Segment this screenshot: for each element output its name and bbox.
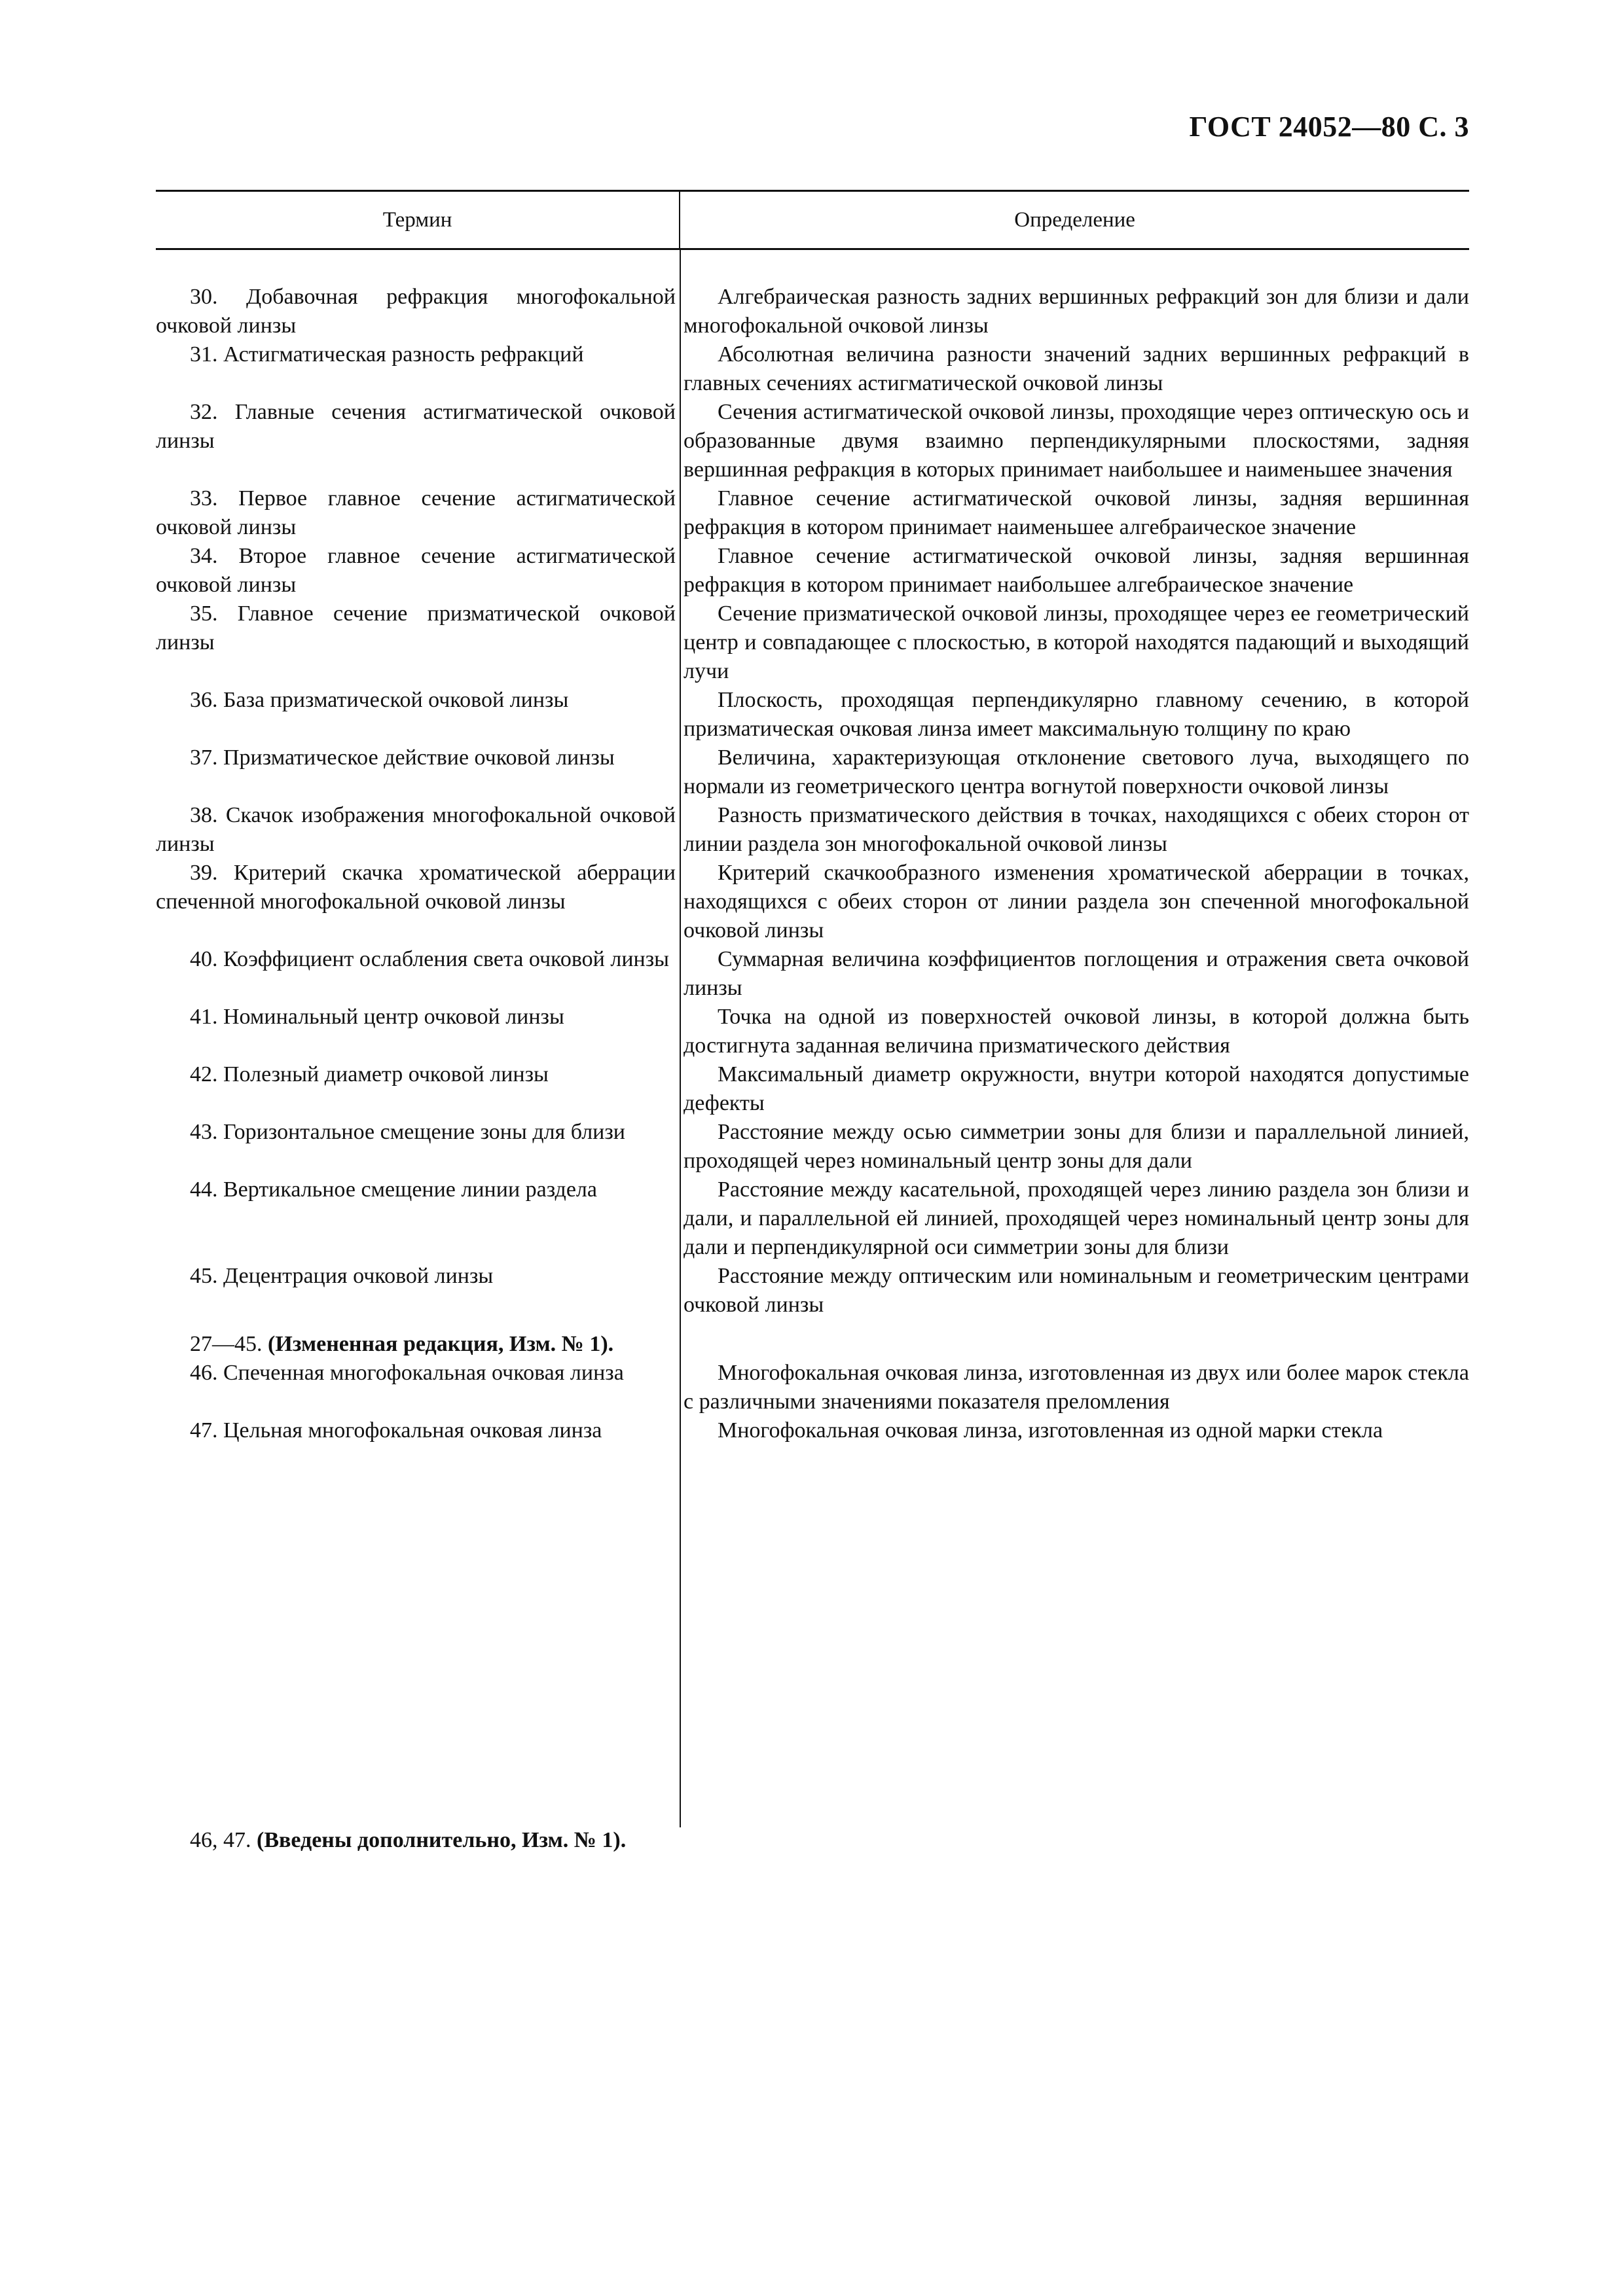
table-row (156, 600, 1469, 686)
definition-cell: Разность призматического действия в точках, находящихся с обеих сторон от линии раздела зон многофокальной очковой линзы (684, 803, 1469, 856)
definition-cell: Главное сечение астигматической очковой линзы, задняя вершинная рефракция в котором принимает наибольшее алгебраическое значение (684, 544, 1469, 597)
term-cell: 30. Добавочная рефракция многофокальной очковой линзы (156, 285, 676, 338)
term-cell: 38. Скачок изображения многофокальной очковой линзы (156, 803, 676, 856)
definition-cell: Абсолютная величина разности значений задних вершинных рефракций в главных сечениях астигматической очковой линзы (684, 342, 1469, 395)
term-cell: 44. Вертикальное смещение линии раздела (190, 1177, 597, 1202)
table-row (156, 283, 1469, 340)
table-row (156, 1003, 1469, 1060)
column-header-term: Термин (156, 192, 680, 248)
table-row (156, 542, 1469, 600)
definition-cell: Плоскость, проходящая перпендикулярно главному сечению, в которой призматическая очковая линза имеет максимальную толщину по краю (684, 688, 1469, 741)
table-row (156, 398, 1469, 484)
term-cell: 37. Призматическое действие очковой линзы (190, 745, 615, 770)
column-divider (680, 250, 681, 1827)
definition-cell: Расстояние между касательной, проходящей через линию раздела зон близи и дали, и параллельной ей линией, проходящей через номинальный центр зоны для дали и перпендикулярной оси симметрии зоны для близи (684, 1177, 1469, 1259)
term-cell: 47. Цельная многофокальная очковая линза (190, 1418, 602, 1443)
table-row (156, 744, 1469, 801)
term-cell: 32. Главные сечения астигматической очковой линзы (156, 400, 676, 453)
page-header-standard: ГОСТ 24052—80 С. 3 (1189, 111, 1469, 143)
table-row (156, 1118, 1469, 1175)
term-cell: 39. Критерий скачка хроматической аберрации спеченной многофокальной очковой линзы (156, 861, 676, 914)
table-row (156, 801, 1469, 859)
column-header-definition: Определение (1014, 207, 1135, 232)
term-cell: 41. Номинальный центр очковой линзы (190, 1005, 564, 1029)
definition-cell: Главное сечение астигматической очковой линзы, задняя вершинная рефракция в котором принимает наименьшее алгебраическое значение (684, 486, 1469, 539)
definition-cell: Расстояние между оптическим или номинальным и геометрическим центрами очковой линзы (684, 1264, 1469, 1317)
term-cell: 31. Астигматическая разность рефракций (190, 342, 584, 367)
term-cell: 46. Спеченная многофокальная очковая линза (190, 1361, 624, 1385)
table-body (156, 250, 1469, 1445)
footer-note-prefix: 46, 47. (190, 1828, 251, 1852)
definition-cell: Максимальный диаметр окружности, внутри которой находятся допустимые дефекты (684, 1062, 1469, 1115)
definition-cell: Многофокальная очковая линза, изготовленная из одной марки стекла (718, 1418, 1383, 1443)
definition-cell: Суммарная величина коэффициентов поглощения и отражения света очковой линзы (684, 947, 1469, 1000)
definition-cell: Сечения астигматической очковой линзы, проходящие через оптическую ось и образованные двумя взаимно перпендикулярными плоскостями, задняя вершинная рефракция в которых принимает наибольшее и наименьшее значения (684, 400, 1469, 482)
table-row (156, 686, 1469, 744)
term-cell: 35. Главное сечение призматической очковой линзы (156, 601, 676, 655)
definition-cell: Точка на одной из поверхностей очковой линзы, в которой должна быть достигнута заданная величина призматического действия (684, 1005, 1469, 1058)
table-row (156, 484, 1469, 542)
term-cell: 43. Горизонтальное смещение зоны для близи (190, 1120, 625, 1144)
definition-cell: Величина, характеризующая отклонение светового луча, выходящего по нормали из геометрического центра вогнутой поверхности очковой линзы (684, 745, 1469, 798)
definition-cell: Расстояние между осью симметрии зоны для близи и параллельной линией, проходящей через номинальный центр зоны для дали (684, 1120, 1469, 1173)
definition-cell: Критерий скачкообразного изменения хроматической аберрации в точках, находящихся с обеих сторон от линии раздела зон спеченной многофокальной очковой линзы (684, 861, 1469, 942)
table-row (156, 340, 1469, 398)
footer-note-text: (Введены дополнительно, Изм. № 1). (257, 1828, 627, 1852)
footer-amendment-note (190, 1826, 626, 1855)
terms-table (156, 190, 1469, 1445)
table-row (156, 1175, 1469, 1262)
term-cell: 45. Децентрация очковой линзы (190, 1264, 494, 1288)
amendment-note (156, 1319, 680, 1359)
table-header-row (156, 192, 1469, 248)
definition-cell: Сечение призматической очковой линзы, проходящее через ее геометрический центр и совпадающее с плоскостью, в которой находятся падающий и выходящий лучи (684, 601, 1469, 683)
table-row (156, 1359, 1469, 1416)
definition-cell: Алгебраическая разность задних вершинных рефракций зон для близи и дали многофокальной очковой линзы (684, 285, 1469, 338)
term-cell: 40. Коэффициент ослабления света очковой линзы (190, 947, 669, 971)
term-cell: 36. База призматической очковой линзы (190, 688, 569, 712)
table-row (156, 1060, 1469, 1118)
definition-cell: Многофокальная очковая линза, изготовленная из двух или более марок стекла с различными значениями показателя преломления (684, 1361, 1469, 1414)
term-cell: 42. Полезный диаметр очковой линзы (190, 1062, 549, 1086)
term-cell: 34. Второе главное сечение астигматической очковой линзы (156, 544, 676, 597)
term-cell: 33. Первое главное сечение астигматической очковой линзы (156, 486, 676, 539)
table-row (156, 1262, 1469, 1319)
amendment-note-prefix: 27—45. (190, 1332, 263, 1356)
amendment-note-text: (Измененная редакция, Изм. № 1). (268, 1332, 614, 1356)
table-row (156, 1416, 1469, 1445)
table-row (156, 945, 1469, 1003)
table-row (156, 859, 1469, 945)
